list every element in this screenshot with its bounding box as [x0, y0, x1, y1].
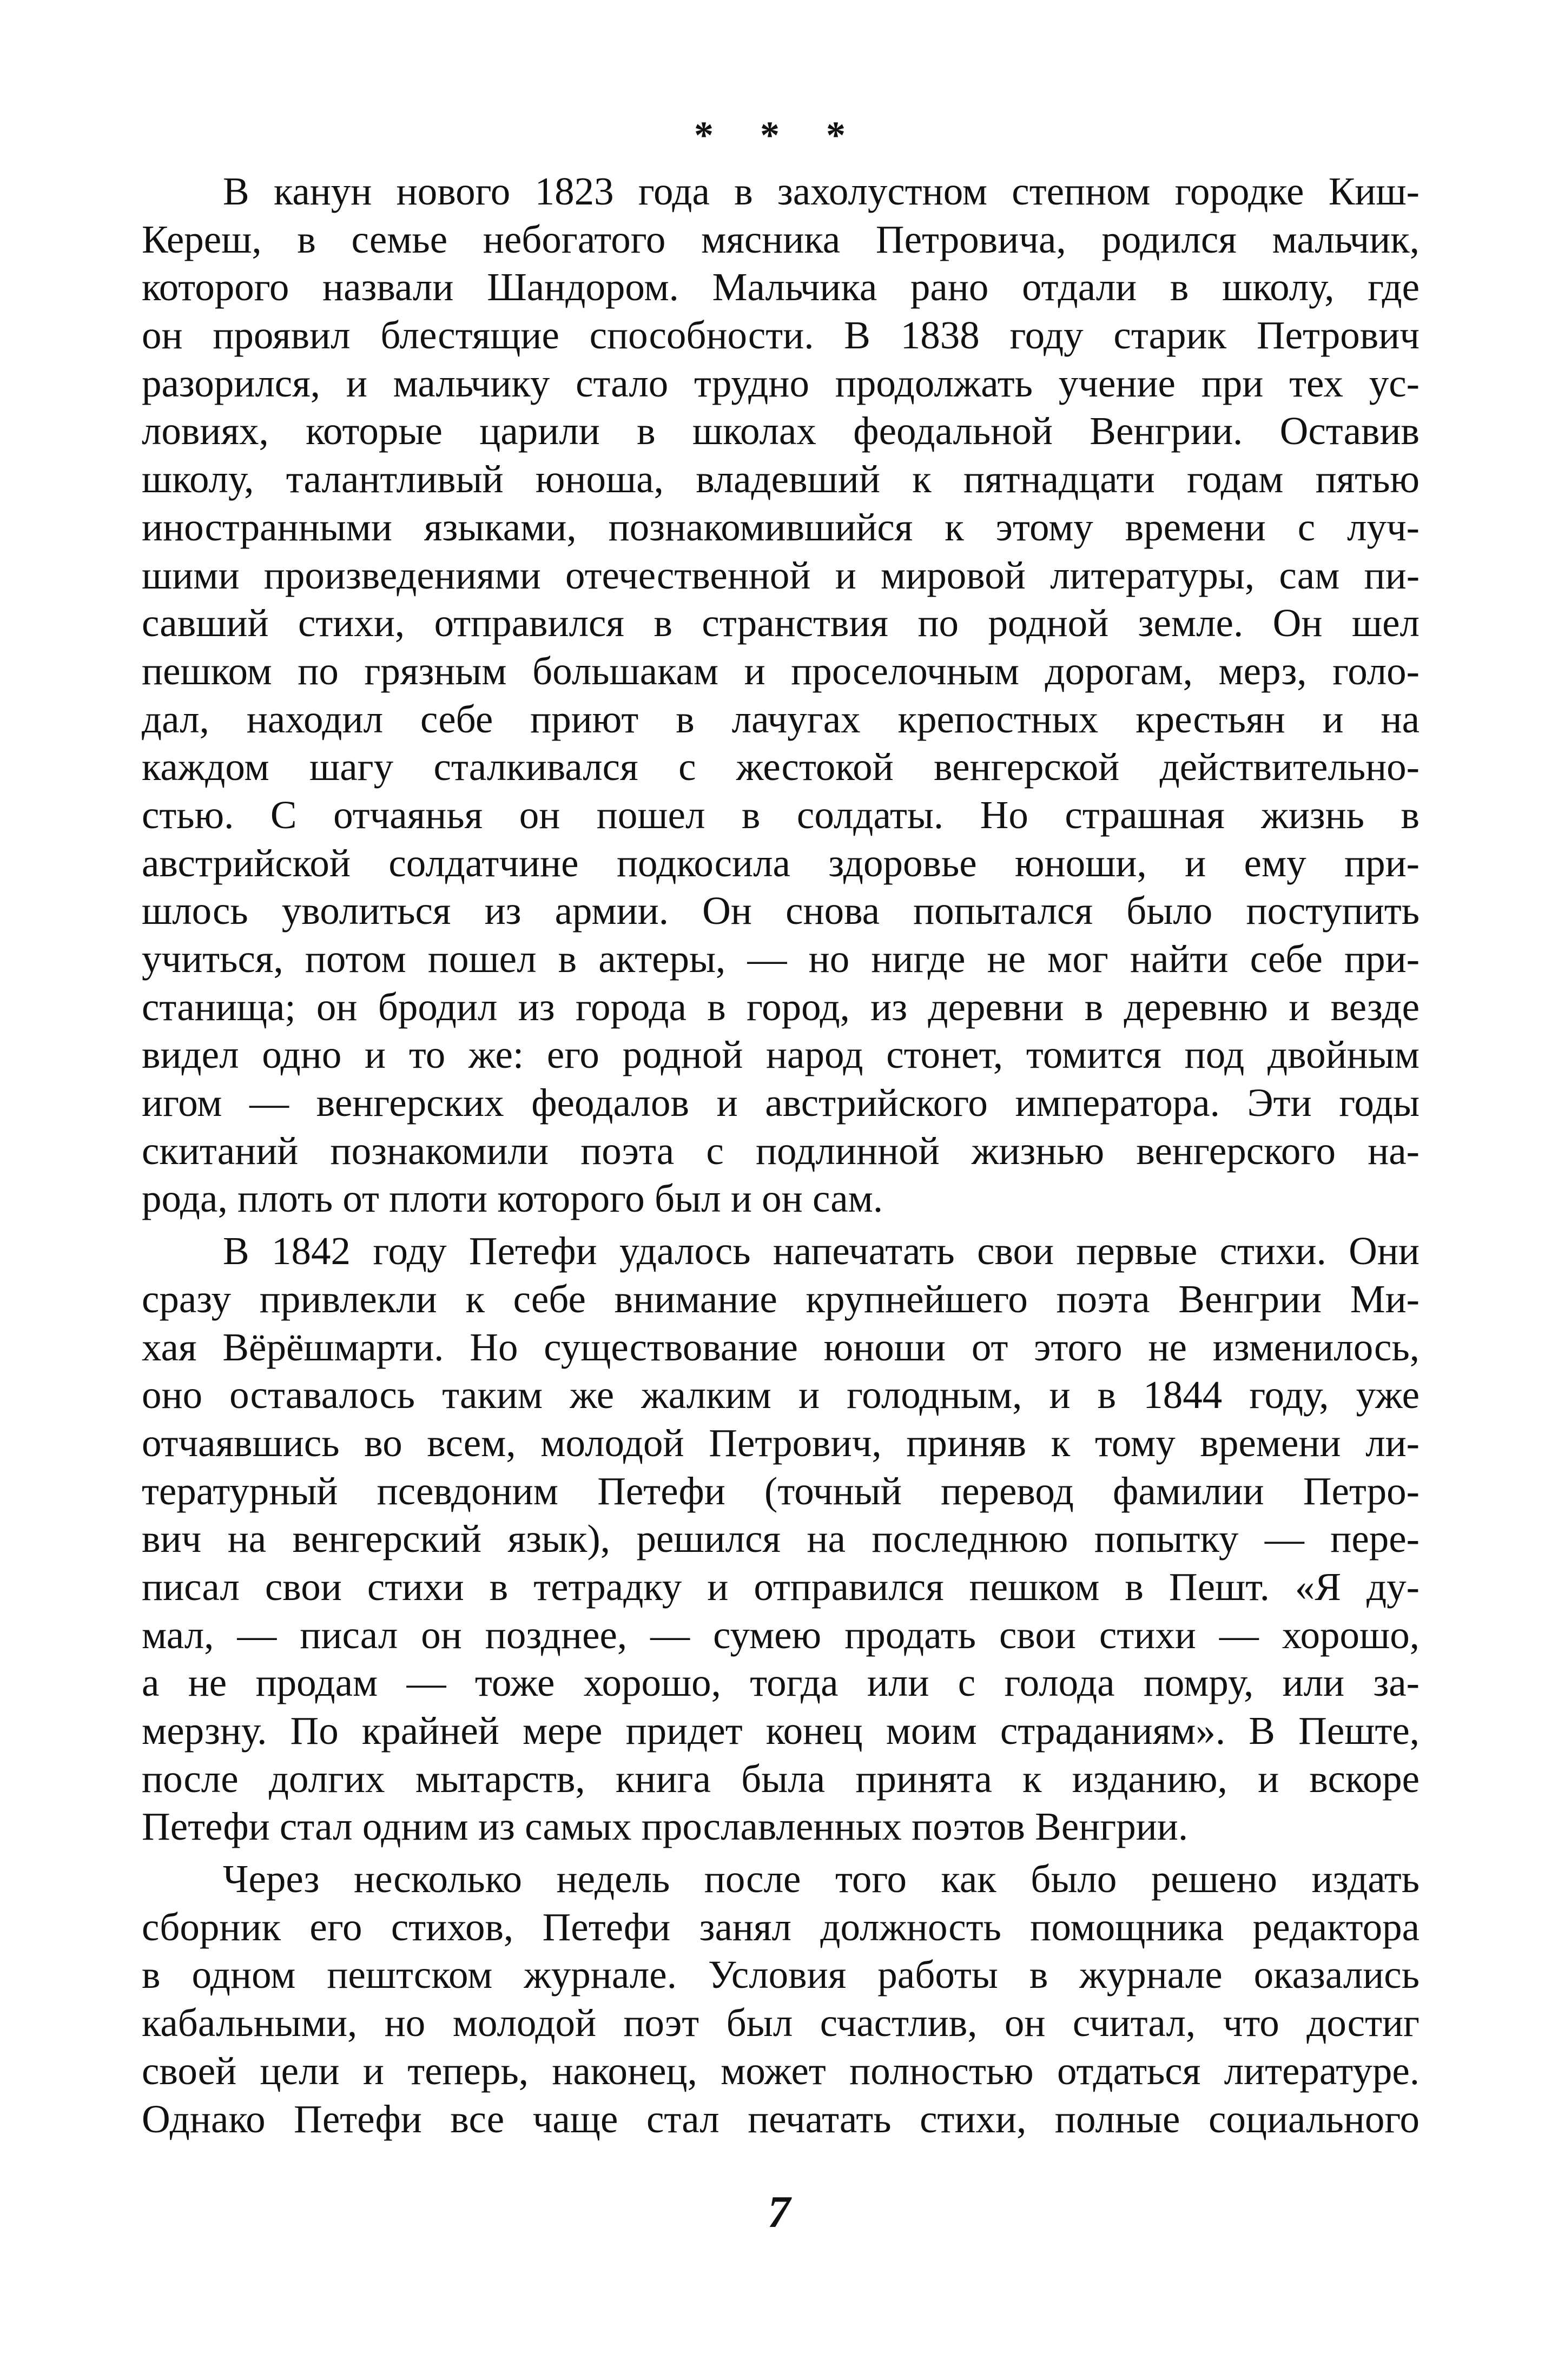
text-line: пешком по грязным большакам и проселочным дорогам, мерз, голо- [142, 649, 1420, 693]
text-line: шлось уволиться из армии. Он снова попытался было поступить [142, 889, 1420, 933]
text-line: станища; он бродил из города в город, из деревни в деревню и везде [142, 984, 1420, 1029]
text-line: тературный псевдоним Петефи (точный перевод фамилии Петро- [142, 1469, 1420, 1513]
text-line: ловиях, которые царили в школах феодальной Венгрии. Оставив [142, 409, 1420, 453]
text-line: видел одно и то же: его родной народ стонет, томится под двойным [142, 1033, 1420, 1077]
text-line: учиться, потом пошел в актеры, — но нигде не мог найти себе при- [142, 937, 1420, 981]
paragraph-1 [142, 168, 1420, 1223]
section-separator: * * * [694, 114, 864, 157]
text-line: Петефи стал одним из самых прославленных поэтов Венгрии. [142, 1804, 1189, 1849]
text-line: В канун нового 1823 года в захолустном степном городке Киш- [223, 169, 1420, 213]
text-line: в одном пештском журнале. Условия работы в журнале оказались [142, 1953, 1420, 1997]
text-line: стью. С отчаянья он пошел в солдаты. Но страшная жизнь в [142, 792, 1420, 837]
text-line: австрийской солдатчине подкосила здоровье юноши, и ему при- [142, 841, 1420, 885]
text-line: каждом шагу сталкивался с жестокой венгерской действительно- [142, 745, 1420, 789]
text-line: отчаявшись во всем, молодой Петрович, приняв к тому времени ли- [142, 1420, 1420, 1465]
text-line: сразу привлекли к себе внимание крупнейшего поэта Венгрии Ми- [142, 1277, 1420, 1321]
text-line: игом — венгерских феодалов и австрийского императора. Эти годы [142, 1081, 1420, 1125]
text-line: мерзну. По крайней мере придет конец моим страданиям». В Пеште, [142, 1709, 1420, 1753]
page-number: 7 [768, 2187, 790, 2237]
text-line: писал свои стихи в тетрадку и отправился пешком в Пешт. «Я ду- [142, 1564, 1420, 1609]
text-line: рода, плоть от плоти которого был и он сам. [142, 1176, 883, 1221]
text-line: савший стихи, отправился в странствия по родной земле. Он шел [142, 601, 1420, 645]
text-line: школу, талантливый юноша, владевший к пятнадцати годам пятью [142, 457, 1420, 501]
text-line: Кереш, в семье небогатого мясника Петровича, родился мальчик, [142, 217, 1420, 261]
paragraph-2 [142, 1227, 1420, 1851]
text-line: кабальными, но молодой поэт был счастлив, он считал, что достиг [142, 2001, 1420, 2045]
text-line: дал, находил себе приют в лачугах крепостных крестьян и на [142, 697, 1420, 741]
text-line: В 1842 году Петефи удалось напечатать свои первые стихи. Они [223, 1229, 1420, 1273]
text-line: он проявил блестящие способности. В 1838 году старик Петрович [142, 313, 1420, 358]
text-line: мал, — писал он позднее, — сумею продать свои стихи — хорошо, [142, 1612, 1420, 1657]
text-line: вич на венгерский язык), решился на последнюю попытку — пере- [142, 1517, 1420, 1561]
text-line: оно оставалось таким же жалким и голодным, и в 1844 году, уже [142, 1373, 1420, 1417]
text-line: скитаний познакомили поэта с подлинной жизнью венгерского на- [142, 1128, 1420, 1173]
text-line: Однако Петефи все чаще стал печатать стихи, полные социального [142, 2097, 1420, 2141]
text-line: своей цели и теперь, наконец, может полностью отдаться литературе. [142, 2048, 1420, 2093]
text-line: Через несколько недель после того как было решено издать [223, 1857, 1420, 1901]
text-line: а не продам — тоже хорошо, тогда или с голода помру, или за- [142, 1661, 1420, 1705]
text-line: которого назвали Шандором. Мальчика рано отдали в школу, где [142, 265, 1420, 309]
text-line: иностранными языками, познакомившийся к этому времени с луч- [142, 505, 1420, 549]
text-line: после долгих мытарств, книга была принята к изданию, и вскоре [142, 1756, 1420, 1801]
paragraph-3 [142, 1855, 1420, 2143]
text-line: разорился, и мальчику стало трудно продолжать учение при тех ус- [142, 361, 1420, 405]
text-line: сборник его стихов, Петефи занял должность помощника редактора [142, 1905, 1420, 1949]
body-text [142, 168, 1420, 2143]
text-line: шими произведениями отечественной и мировой литературы, сам пи- [142, 553, 1420, 597]
text-line: хая Вёрёшмарти. Но существование юноши от этого не изменилось, [142, 1325, 1420, 1369]
